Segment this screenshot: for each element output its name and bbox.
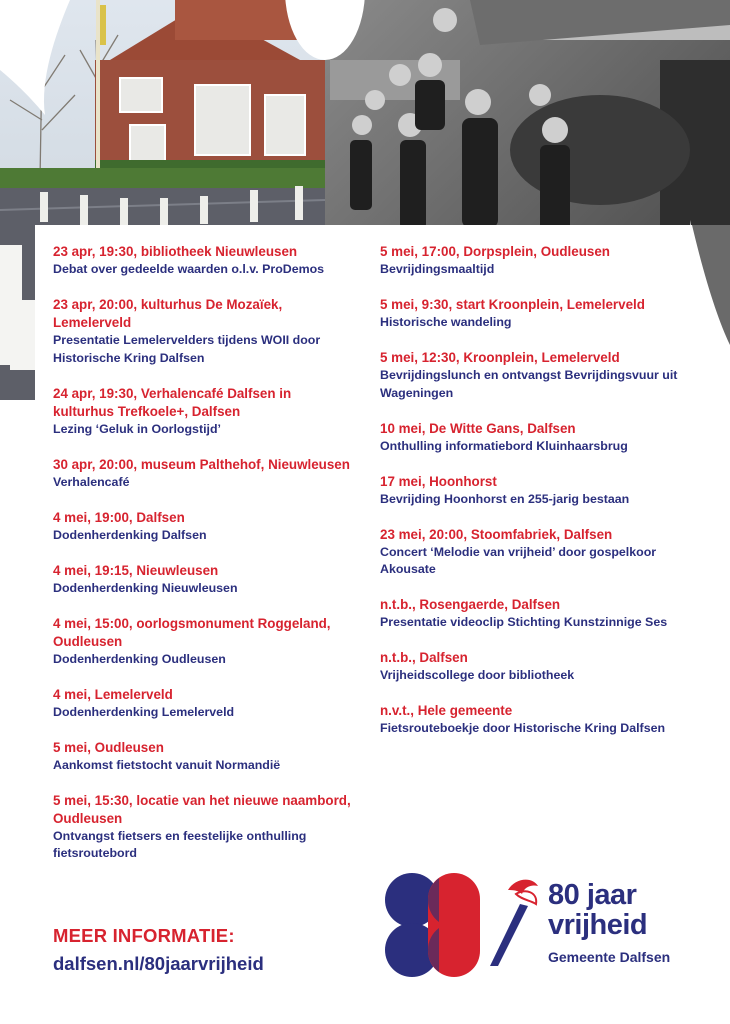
event-when: 5 mei, 9:30, start Kroonplein, Lemelerveld: [380, 297, 645, 312]
event-when: 10 mei, De Witte Gans, Dalfsen: [380, 420, 576, 436]
event-what: Vrijheidscollege door bibliotheek: [380, 668, 575, 682]
event-what: Dodenherdenking Dalfsen: [53, 527, 207, 542]
event-what: Historische wandeling: [380, 315, 512, 329]
event-what: Presentatie Lemelervelders tijdens WOII door Historische Kring Dalfsen: [53, 333, 321, 365]
event-item: [380, 649, 680, 685]
logo-line-2: vrijheid: [548, 909, 648, 941]
event-what: Bevrijdingslunch en ontvangst Bevrijdingsvuur uit Wageningen: [380, 368, 678, 400]
event-what: Presentatie videoclip Stichting Kunstzinnige Ses: [380, 615, 668, 629]
event-what: Dodenherdenking Oudleusen: [53, 651, 226, 666]
logo-title: [548, 880, 647, 940]
event-item: [380, 702, 680, 738]
event-item: [53, 296, 353, 367]
event-what: Aankomst fietstocht vanuit Normandië: [53, 757, 281, 772]
event-item: [53, 456, 353, 492]
event-when: 4 mei, 15:00, oorlogsmonument Roggeland, Oudleusen: [53, 615, 331, 649]
event-item: [380, 243, 680, 279]
event-item: [380, 596, 680, 632]
event-item: [53, 509, 353, 545]
event-when: n.t.b., Rosengaerde, Dalfsen: [380, 597, 561, 612]
event-when: 4 mei, 19:00, Dalfsen: [53, 509, 185, 525]
event-item: [53, 243, 353, 279]
events-left-column: [53, 243, 353, 880]
event-item: [380, 349, 680, 402]
event-item: [380, 526, 680, 579]
event-when: 5 mei, 17:00, Dorpsplein, Oudleusen: [380, 244, 610, 259]
logo-subtitle: Gemeente Dalfsen: [548, 949, 671, 965]
event-what: Dodenherdenking Lemelerveld: [53, 704, 235, 719]
event-what: Lezing ‘Geluk in Oorlogstijd’: [53, 421, 221, 436]
event-when: 23 mei, 20:00, Stoomfabriek, Dalfsen: [380, 526, 613, 542]
events-right-column: [380, 243, 680, 755]
event-item: [380, 296, 680, 332]
event-when: 4 mei, Lemelerveld: [53, 686, 173, 702]
event-item: [53, 686, 353, 722]
event-when: 23 apr, 20:00, kulturhus De Mozaïek, Lemelerveld: [53, 297, 283, 330]
more-info-heading: MEER INFORMATIE:: [53, 925, 235, 946]
event-what: Debat over gedeelde waarden o.l.v. ProDemos: [53, 262, 325, 276]
event-item: [53, 385, 353, 439]
dove-icon: [490, 880, 538, 966]
event-when: 24 apr, 19:30, Verhalencafé Dalfsen in kulturhus Trefkoele+, Dalfsen: [53, 385, 292, 419]
event-when: 30 apr, 20:00, museum Palthehof, Nieuwleusen: [53, 456, 350, 472]
event-when: n.v.t., Hele gemeente: [380, 703, 513, 718]
event-what: Bevrijdingsmaaltijd: [380, 262, 495, 276]
event-what: Verhalencafé: [53, 474, 130, 489]
event-what: Ontvangst fietsers en feestelijke onthulling fietsroutebord: [53, 828, 307, 860]
event-when: 5 mei, 15:30, locatie van het nieuwe naambord, Oudleusen: [53, 792, 351, 826]
event-item: [380, 473, 680, 509]
event-when: 17 mei, Hoonhorst: [380, 473, 497, 489]
event-what: Concert ‘Melodie van vrijheid’ door gospelkoor Akousate: [380, 544, 657, 576]
event-what: Bevrijding Hoonhorst en 255-jarig bestaan: [380, 491, 630, 506]
event-item: [53, 739, 353, 775]
event-item: [380, 420, 680, 456]
event-item: [53, 615, 353, 669]
event-when: 23 apr, 19:30, bibliotheek Nieuwleusen: [53, 244, 298, 259]
event-item: [53, 792, 353, 863]
event-what: Onthulling informatiebord Kluinhaarsbrug: [380, 438, 628, 453]
more-info-link[interactable]: dalfsen.nl/80jaarvrijheid: [53, 953, 264, 974]
event-when: n.t.b., Dalfsen: [380, 650, 468, 665]
event-what: Fietsrouteboekje door Historische Kring Dalfsen: [380, 721, 666, 735]
logo-line-1: 80 jaar: [548, 879, 637, 911]
event-when: 5 mei, Oudleusen: [53, 739, 164, 755]
event-item: [53, 562, 353, 598]
event-when: 4 mei, 19:15, Nieuwleusen: [53, 562, 219, 578]
event-when: 5 mei, 12:30, Kroonplein, Lemelerveld: [380, 350, 620, 365]
event-what: Dodenherdenking Nieuwleusen: [53, 580, 238, 595]
